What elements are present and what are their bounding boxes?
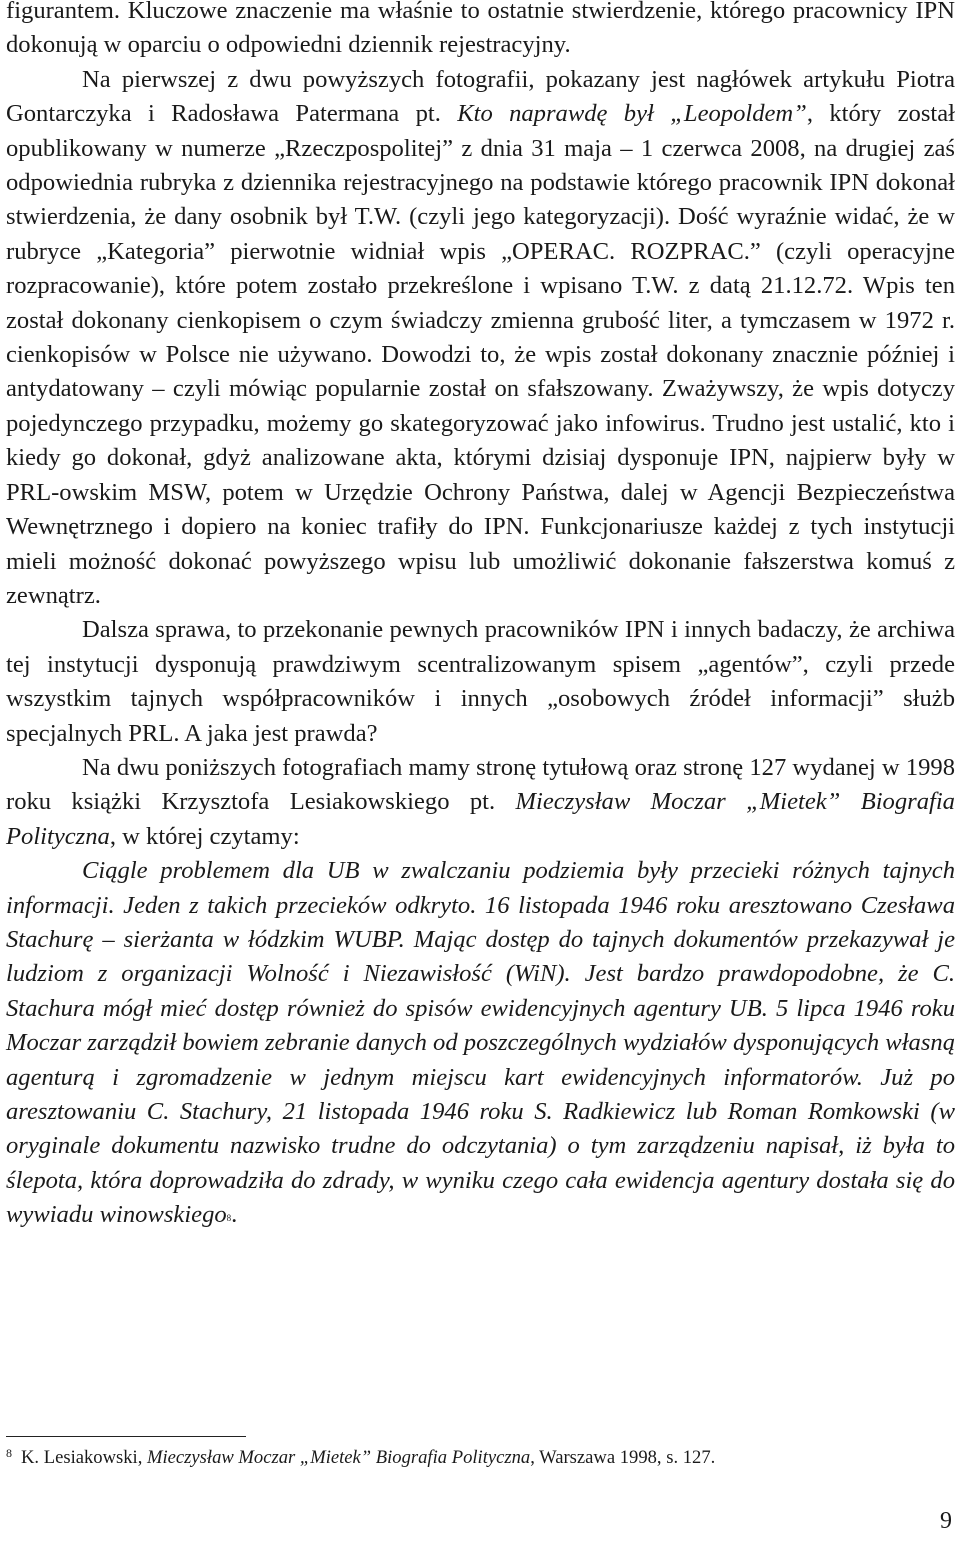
page-number: 9 [940, 1508, 952, 1534]
paragraph-text: , w której czytamy: [109, 822, 300, 850]
paragraph-text: Na dwu poniższych fotografiach mamy stronę tytułową oraz stronę 127 wydanej w 1998 roku książki Krzysztofa Lesiakowskiego pt. [6, 753, 955, 816]
footnote-text: K. Lesiakowski, [21, 1447, 148, 1468]
paragraph-text: Na pierwszej z dwu powyższych fotografii, pokazany jest nagłówek artykułu Piotra Gontarczyka i Radosława Patermana pt. [6, 65, 955, 128]
paragraph-text: , który został opublikowany w numerze „Rzeczpospolitej” z dnia 31 maja – 1 czerwca 2008, na drugiej zaś odpowiednia rubryka z dziennika rejestracyjnego na podstawie którego pracownik IPN dokonał stwierdzenia, że dany osobnik był T.W. (czyli jego kategoryzacji). Dość wyraźnie widać, że w rubryce „Kategoria” pierwotnie widniał wpis „OPERAC. ROZPRAC.” (czyli operacyjne rozpracowanie), które potem zostało przekreślone i wpisano T.W. z datą 21.12.72. Wpis ten został dokonany cienkopisem o czym świadczy zmienna grubość liter, a tymczasem w 1972 r. cienkopisów w Polsce nie używano. Dowodzi to, że wpis został dokonany znacznie później i antydatowany – czyli mówiąc popularnie został on sfałszowany. Zważywszy, że wpis dotyczy pojedynczego przypadku, możemy go skategoryzować jako infowirus. Trudno jest ustalić, kto i kiedy go dokonał, gdyż analizowane akta, którymi dzisiaj dysponuje IPN, najpierw były w PRL-owskim MSW, potem w Urzędzie Ochrony Państwa, dalej w Agencji Bezpieczeństwa Wewnętrznego i dopiero na koniec trafiły do IPN. Funkcjonariusze każdej z tych instytucji mieli możność dokonać powyższego wpisu lub umożliwić dokonanie fałszerstwa komuś z zewnątrz. [6, 100, 955, 609]
footnote [6, 1446, 946, 1471]
quote-end: . [231, 1201, 238, 1229]
paragraph-photo-description [6, 63, 955, 614]
paragraph-text: figurantem. Kluczowe znaczenie ma właśnie to ostatnie stwierdzenie, którego pracownicy IPN dokonują w oparciu o odpowiedni dziennik rejestracyjny. [6, 0, 955, 59]
paragraph-text: Dalsza sprawa, to przekonanie pewnych pracowników IPN i innych badaczy, że archiwa tej instytucji dysponują prawdziwym scentralizowanym spisem „agentów”, czyli przede wszystkim tajnych współpracowników i innych „osobowych źródeł informacji” służb specjalnych PRL. A jaka jest prawda? [6, 616, 955, 747]
paragraph-continuation [6, 0, 955, 63]
footnote-book-title: Mieczysław Moczar „Mietek” Biografia Polityczna [147, 1447, 531, 1468]
footnote-marker[interactable]: 8 [226, 1213, 232, 1224]
article-title: Kto naprawdę był „Leopoldem” [457, 100, 807, 128]
book-title: Mieczysław Moczar „Mietek” Biografia Polityczna [6, 788, 955, 850]
footnote-number: 8 [6, 1446, 12, 1460]
paragraph-book [6, 751, 955, 854]
paragraph-archives [6, 613, 955, 751]
footnote-divider [6, 1436, 246, 1437]
body-text [6, 0, 955, 1237]
footnote-text: , Warszawa 1998, s. 127. [530, 1447, 716, 1468]
block-quote [6, 854, 955, 1236]
quote-text: Ciągle problemem dla UB w zwalczaniu podziemia były przecieki różnych tajnych informacji. Jeden z takich przecieków odkryto. 16 listopada 1946 roku aresztowano Czesława Stachurę – sierżanta w łódzkim WUBP. Mając dostęp do tajnych dokumentów przekazywał je ludziom z organizacji Wolność i Niezawisłość (WiN). Jest bardzo prawdopodobne, że C. Stachura mógł mieć dostęp również do spisów ewidencyjnych agentury UB. 5 lipca 1946 roku Moczar zarządził bowiem zebranie danych od poszczególnych wydziałów dysponujących własną agenturą i zgromadzenie w jednym miejscu kart ewidencyjnych informatorów. Już po aresztowaniu C. Stachury, 21 listopada 1946 roku S. Radkiewicz lub Roman Romkowski (w oryginale dokumentu nazwisko trudne do odczytania) o tym zarządzeniu napisał, iż była to ślepota, która doprowadziła do zdrady, w wyniku czego cała ewidencja agentury dostała się do wywiadu winowskiego [6, 857, 955, 1229]
